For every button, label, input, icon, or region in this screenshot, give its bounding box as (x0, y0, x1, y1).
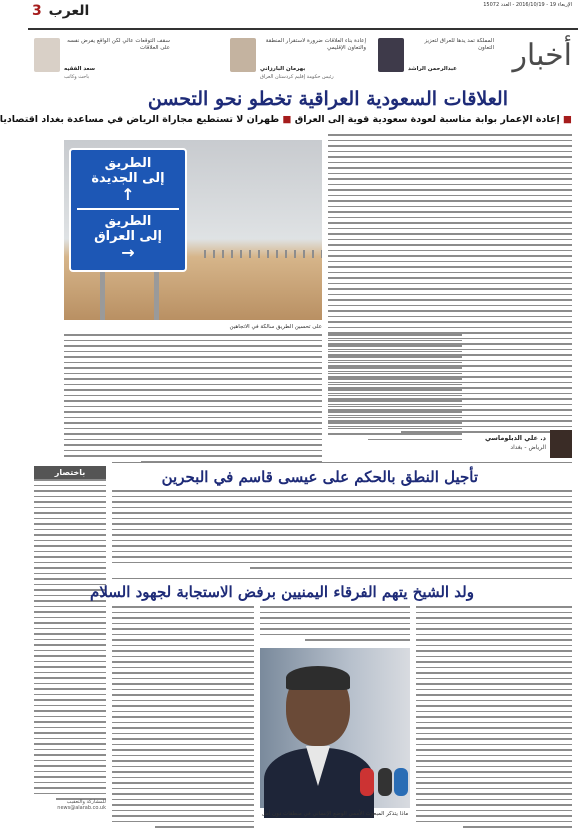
sidebar-body (34, 479, 106, 779)
bullet-icon: ■ (563, 114, 572, 125)
masthead (28, 0, 578, 30)
columnists-strip (28, 36, 578, 86)
article-2-headline: تأجيل النطق بالحكم على عيسى قاسم في البحرين (161, 468, 478, 486)
columnist-box (32, 36, 172, 86)
columnist-name: عبدالرحمن الراشد (408, 66, 457, 72)
arrow-right-icon: → (121, 243, 135, 262)
sign-text: إلى الجديدة (91, 171, 165, 186)
columnist-role: باحث وكاتب (64, 74, 90, 80)
divider (112, 578, 572, 579)
article-3-body-3 (260, 606, 410, 644)
divider (112, 462, 572, 463)
bullet-icon: ■ (282, 114, 292, 125)
columnist-name: بهرمان البارزاني (260, 66, 306, 72)
road-sign (69, 148, 187, 272)
microphone-icon (360, 768, 374, 796)
main-subheadline (0, 114, 572, 125)
main-article-body-lower (64, 334, 322, 456)
arrow-up-icon: ↑ (121, 185, 135, 204)
main-headline: العلاقات السعودية العراقية تخطو نحو التحسن (147, 88, 508, 110)
article-2-body (112, 490, 572, 576)
article-author (466, 430, 572, 458)
article-3-headline: ولد الشيخ يتهم الفرقاء اليمنيين برفض الاستجابة لجهود السلام (90, 583, 474, 601)
sign-divider (77, 208, 179, 210)
photo-caption-2: ماذا يتذكر المبعوث الأممي الوضع الإنساني في منطقات دون أمل (261, 811, 409, 817)
envoy-photo (260, 648, 410, 808)
author-name: د. علي الدبلوماسي (484, 434, 546, 442)
sign-pole (100, 270, 105, 320)
road-sign-photo (64, 140, 322, 320)
columnist-role: رئيس حكومة إقليم كردستان العراق (260, 74, 334, 80)
brand-name: العرب (48, 3, 90, 19)
page-brand (32, 3, 89, 19)
sidebar-header: باختصار (34, 466, 106, 479)
sign-text: الطريق (104, 156, 152, 171)
columnist-box (376, 36, 496, 86)
date-line: الإربعاء 19 - 2016/10/19 - العدد 15072 (483, 2, 572, 8)
microphone-icon (378, 768, 392, 796)
subheadline-1: إعادة الإعمار بوابة مناسبة لعودة سعودية قوية إلى العراق (294, 114, 560, 125)
section-label: أخبار (512, 38, 572, 73)
photo-caption: على تحسين الطريق سالكة في الاتجاهين (229, 324, 322, 330)
columnist-quote: إعادة بناء العلاقات ضرورة لاستقرار المنطقة والتعاون الإقليمي (265, 38, 366, 51)
hair (286, 666, 350, 690)
subheadline-2: طهران لا تستطيع مجاراة الرياض في مساعدة بغداد اقتصاديا (0, 114, 280, 125)
page-number: 3 (32, 3, 42, 19)
article-3-body (416, 606, 572, 818)
columnist-name: سعد الفقيه (64, 66, 96, 72)
columnist-photo (378, 38, 404, 72)
columnist-quote: المملكة تمد يدها للعراق لتعزيز التعاون (424, 38, 494, 51)
fence (204, 250, 322, 258)
author-photo (550, 430, 572, 458)
sidebar-footer: للمشاركة والتعقيب news@alarab.co.uk (57, 799, 106, 811)
sign-text: إلى العراق (94, 229, 162, 244)
article-3-body-2 (112, 606, 254, 818)
columnist-photo (34, 38, 60, 72)
author-place: الرياض - بغداد (510, 444, 546, 451)
brief-sidebar (34, 466, 106, 811)
sign-text: الطريق (104, 214, 152, 229)
columnist-photo (230, 38, 256, 72)
sign-pole (154, 270, 159, 320)
columnist-quote: سقف التوقعات عالي لكن الواقع يفرض نفسه على العلاقات (67, 38, 170, 51)
microphone-icon (394, 768, 408, 796)
columnist-box (228, 36, 368, 86)
main-article-body-lower-2 (328, 334, 462, 456)
